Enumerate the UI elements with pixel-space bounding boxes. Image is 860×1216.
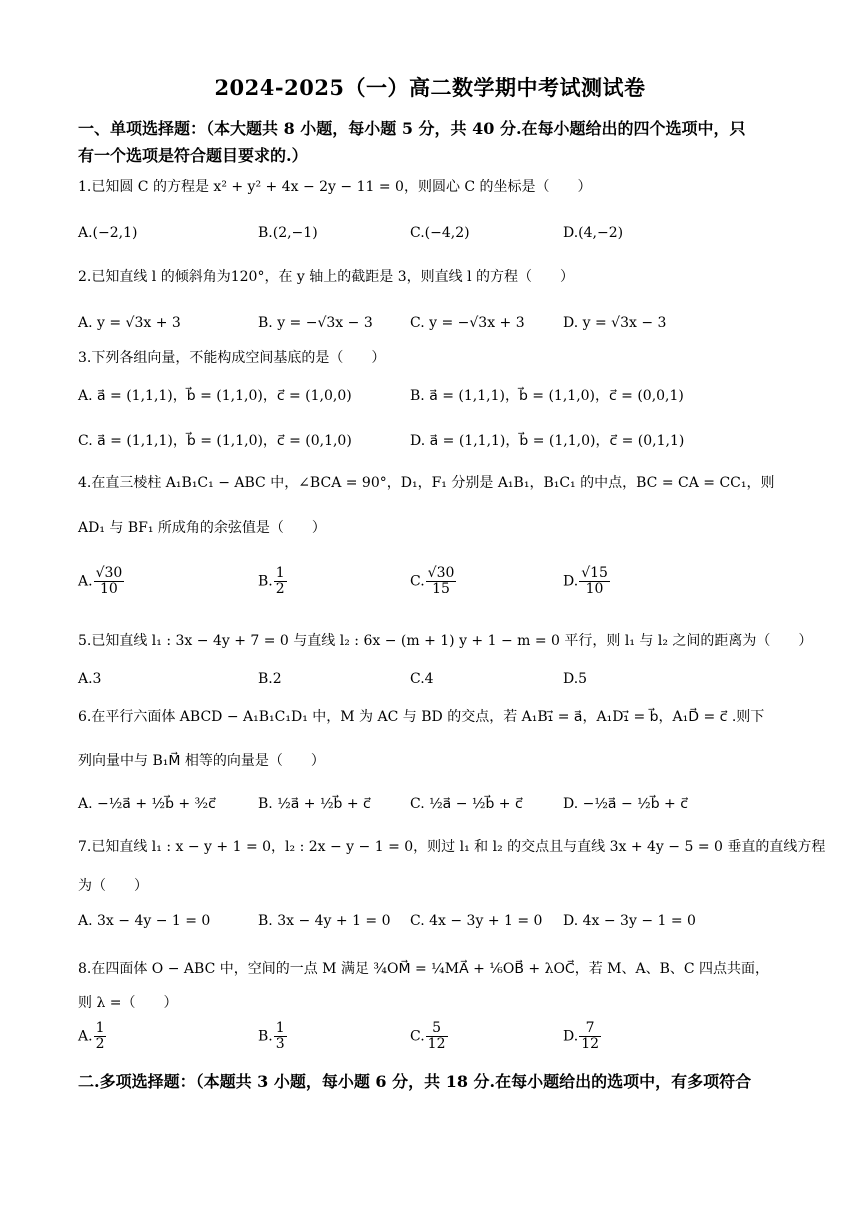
q1-option-c: C.(−4,2) — [410, 225, 470, 241]
q6-option-c: C. ½a⃗ − ½b⃗ + c⃗ — [410, 796, 523, 812]
q1-option-d: D.(4,−2) — [563, 225, 624, 241]
q6-line1: 6.在平行六面体 ABCD − A₁B₁C₁D₁ 中，M 为 AC 与 BD 的交点，若 A₁B₁⃗ = a⃗，A₁D₁⃗ = b⃗，A₁D⃗ = c⃗ .则下 — [78, 709, 765, 725]
q2-option-b: B. y = −√3x − 3 — [258, 315, 373, 331]
q6-option-b: B. ½a⃗ + ½b⃗ + c⃗ — [258, 796, 371, 812]
q1-option-a: A.(−2,1) — [78, 225, 138, 241]
q6-option-d: D. −½a⃗ − ½b⃗ + c⃗ — [563, 796, 688, 812]
section1-line1: 一、单项选择题：（本大题共 8 小题，每小题 5 分，共 40 分.在每小题给出的四个选项中，只 — [78, 119, 746, 138]
q1-option-b: B.(2,−1) — [258, 225, 318, 241]
q7-line1: 7.已知直线 l₁ : x − y + 1 = 0，l₂ : 2x − y − 1 = 0，则过 l₁ 和 l₂ 的交点且与直线 3x + 4y − 5 = 0 垂直的直线方程 — [78, 839, 826, 855]
section1-heading — [78, 115, 788, 169]
q5-option-b: B.2 — [258, 671, 282, 687]
q3-option-d: D. a⃗ = (1,1,1)，b⃗ = (1,1,0)，c⃗ = (0,1,1) — [410, 433, 685, 449]
q7-option-c: C. 4x − 3y + 1 = 0 — [410, 913, 543, 929]
q3-option-b: B. a⃗ = (1,1,1)，b⃗ = (1,1,0)，c⃗ = (0,0,1) — [410, 388, 684, 404]
q6-line2: 列向量中与 B₁M⃗ 相等的向量是（ ） — [78, 753, 325, 769]
q2-stem: 2.已知直线 l 的倾斜角为120°，在 y 轴上的截距是 3，则直线 l 的方程（ ） — [78, 269, 575, 285]
q3-stem: 3.下列各组向量，不能构成空间基底的是（ ） — [78, 350, 386, 366]
q4-option-d: D. $\frac{√15}{10}$ — [563, 565, 608, 597]
q7-option-b: B. 3x − 4y + 1 = 0 — [258, 913, 391, 929]
q8-line2: 则 λ =（ ） — [78, 995, 178, 1011]
q7-option-d: D. 4x − 3y − 1 = 0 — [563, 913, 696, 929]
q5-option-a: A.3 — [78, 671, 102, 687]
q4-option-b: B. $\frac{1}{2}$ — [258, 565, 285, 597]
q8-option-d: D. $\frac{7}{12}$ — [563, 1020, 600, 1052]
q5-option-d: D.5 — [563, 671, 588, 687]
q2-option-a: A. y = √3x + 3 — [78, 315, 181, 331]
q4-line2: AD₁ 与 BF₁ 所成角的余弦值是（ ） — [78, 520, 326, 536]
q3-option-a: A. a⃗ = (1,1,1)，b⃗ = (1,1,0)，c⃗ = (1,0,0) — [78, 388, 352, 404]
q1-stem: 1.已知圆 C 的方程是 x² + y² + 4x − 2y − 11 = 0，则圆心 C 的坐标是（ ） — [78, 179, 592, 195]
section2-heading — [78, 1068, 788, 1095]
q5-option-c: C.4 — [410, 671, 434, 687]
page-title: 2024-2025（一）高二数学期中考试测试卷 — [214, 75, 646, 100]
q7-line2: 为（ ） — [78, 878, 148, 894]
q8-option-a: A. $\frac{1}{2}$ — [78, 1020, 105, 1052]
q6-option-a: A. −½a⃗ + ½b⃗ + ³⁄₂c⃗ — [78, 796, 216, 812]
q2-option-c: C. y = −√3x + 3 — [410, 315, 525, 331]
q8-line1: 8.在四面体 O − ABC 中，空间的一点 M 满足 ¾OM⃗ = ¼MA⃗ + ⅙OB⃗ + λOC⃗，若 M、A、B、C 四点共面， — [78, 961, 770, 977]
q3-option-c: C. a⃗ = (1,1,1)，b⃗ = (1,1,0)，c⃗ = (0,1,0) — [78, 433, 352, 449]
section2-line1: 二.多项选择题：（本题共 3 小题，每小题 6 分，共 18 分.在每小题给出的选项中，有多项符合 — [78, 1072, 752, 1091]
q7-option-a: A. 3x − 4y − 1 = 0 — [78, 913, 211, 929]
q5-stem: 5.已知直线 l₁ : 3x − 4y + 7 = 0 与直线 l₂ : 6x − (m + 1) y + 1 − m = 0 平行，则 l₁ 与 l₂ 之间的距离为（ ） — [78, 633, 813, 649]
q8-option-b: B. $\frac{1}{3}$ — [258, 1020, 285, 1052]
q8-option-c: C. $\frac{5}{12}$ — [410, 1020, 446, 1052]
q4-option-a: A. $\frac{√30}{10}$ — [78, 565, 123, 597]
q4-option-c: C. $\frac{√30}{15}$ — [410, 565, 455, 597]
q2-option-d: D. y = √3x − 3 — [563, 315, 667, 331]
section1-line2: 有一个选项是符合题目要求的.） — [78, 146, 308, 165]
q4-line1: 4.在直三棱柱 A₁B₁C₁ − ABC 中，∠BCA = 90°，D₁，F₁ 分别是 A₁B₁，B₁C₁ 的中点，BC = CA = CC₁，则 — [78, 475, 775, 491]
